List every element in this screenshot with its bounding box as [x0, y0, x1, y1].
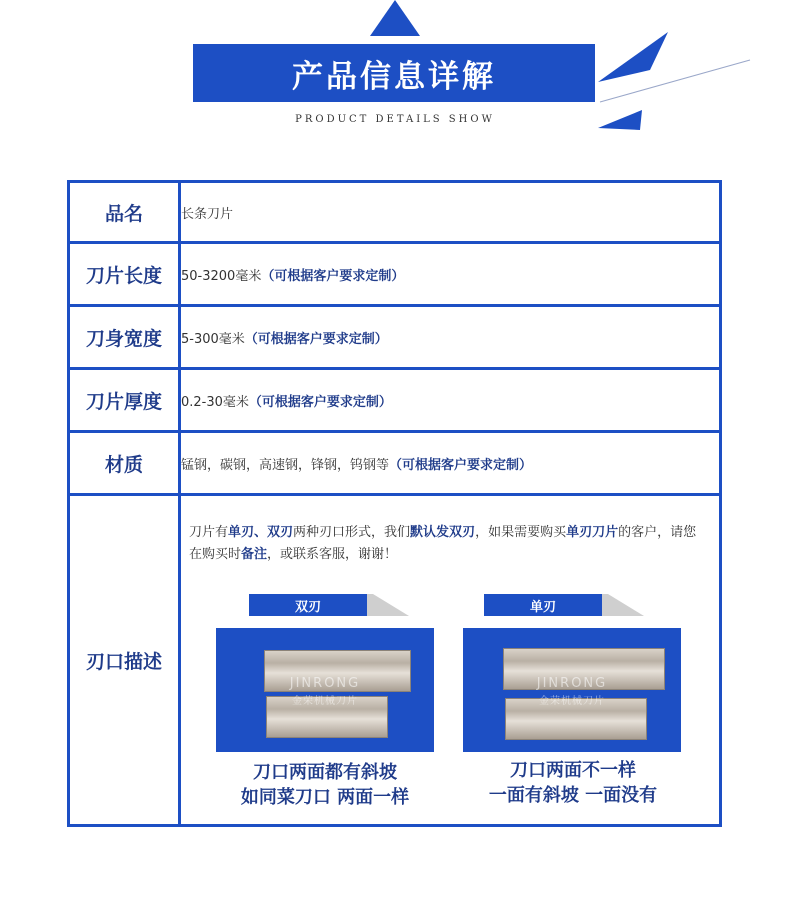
intro-segment: 两种刃口形式，我们 [293, 525, 411, 540]
edge-description [181, 496, 719, 824]
table-row [69, 243, 721, 306]
triangle-top [370, 0, 420, 36]
watermark: JINRONG [289, 676, 361, 691]
tag-arrow-icon [367, 594, 409, 616]
row-label: 刀身宽度 [69, 306, 180, 369]
page-header [0, 0, 790, 150]
intro-segment: 刀片有 [189, 525, 229, 540]
row-value: 50-3200毫米（可根据客户要求定制） [180, 243, 721, 306]
intro-segment: 的客户，请您在购买时 [189, 525, 697, 562]
intro-segment: 单刃、双刃 [228, 525, 294, 540]
double-edge-tag [249, 594, 409, 616]
watermark-cn: 金荣机械刀片 [539, 696, 605, 707]
tag-arrow-icon [602, 594, 644, 616]
row-value: 0.2-30毫米（可根据客户要求定制） [180, 369, 721, 432]
single-edge-photo [463, 628, 681, 752]
page-title: 产品信息详解 [193, 44, 595, 102]
row-label: 刀片长度 [69, 243, 180, 306]
tag-label: 单刃 [484, 594, 602, 616]
table-row [69, 306, 721, 369]
single-edge-tag [484, 594, 644, 616]
intro-segment: 单刃刀片 [566, 525, 619, 540]
table-row-edge [69, 495, 721, 826]
row-value: 5-300毫米（可根据客户要求定制） [180, 306, 721, 369]
table-row [69, 432, 721, 495]
triangle-right [598, 32, 668, 82]
watermark: JINRONG [536, 676, 608, 691]
intro-segment: 备注 [241, 547, 268, 562]
double-edge-photo [216, 628, 434, 752]
watermark-cn: 金荣机械刀片 [292, 696, 358, 707]
tag-label: 双刃 [249, 594, 367, 616]
table-row [69, 369, 721, 432]
row-label: 品名 [69, 182, 180, 243]
intro-segment: ，如果需要购买 [475, 525, 567, 540]
edge-intro-text [189, 522, 709, 566]
single-edge-caption: 刀口两面不一样 一面有斜坡 一面没有 [488, 760, 658, 806]
row-label: 材质 [69, 432, 180, 495]
row-label: 刀片厚度 [69, 369, 180, 432]
row-value: 锰钢，碳钢，高速钢，锋钢，钨钢等（可根据客户要求定制） [180, 432, 721, 495]
intro-segment: 默认发双刃 [410, 525, 476, 540]
table-row [69, 182, 721, 243]
spec-table [67, 180, 722, 827]
row-value: 长条刀片 [180, 182, 721, 243]
double-edge-caption: 刀口两面都有斜坡 如同菜刀口 两面一样 [240, 762, 410, 808]
intro-segment: ，或联系客服，谢谢！ [267, 547, 398, 562]
row-label: 刃口描述 [69, 495, 180, 826]
page-subtitle: PRODUCT DETAILS SHOW [295, 114, 495, 125]
